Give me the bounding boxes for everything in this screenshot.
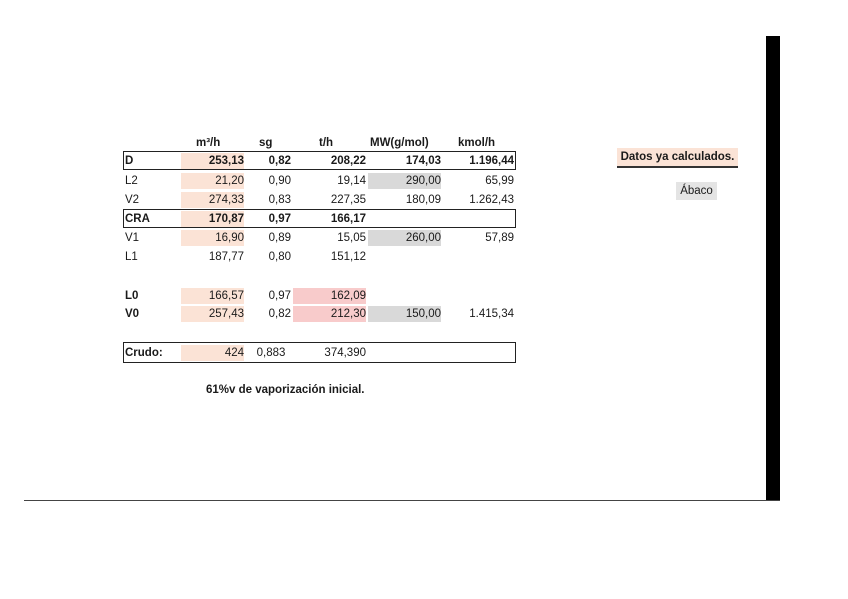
- cell-kmolh: 57,89: [485, 232, 514, 244]
- cell-sg: 0,82: [268, 155, 291, 167]
- cell-m3h: 424: [181, 345, 244, 361]
- row-label: D: [125, 155, 134, 167]
- row-label: L2: [125, 175, 138, 187]
- row-label: CRA: [125, 213, 150, 225]
- cell-m3h: 21,20: [181, 173, 244, 189]
- header-th: t/h: [319, 137, 334, 149]
- cell-mw: 180,09: [405, 194, 441, 206]
- cell-m3h: 170,87: [181, 211, 244, 227]
- header-sg: sg: [259, 137, 273, 149]
- cell-mw: 260,00: [368, 230, 441, 246]
- row-label: V1: [125, 232, 140, 244]
- cell-m3h: 274,33: [181, 192, 244, 208]
- cell-th: 19,14: [337, 175, 366, 187]
- cell-m3h: 253,13: [181, 153, 244, 169]
- cell-m3h: 16,90: [181, 230, 244, 246]
- cell-th: 15,05: [337, 232, 366, 244]
- cell-m3h: 166,57: [181, 288, 244, 304]
- cell-sg: 0,89: [268, 232, 291, 244]
- cell-mw: 174,03: [405, 155, 441, 167]
- cell-th: 208,22: [330, 155, 366, 167]
- page-bottom-rule: [24, 500, 780, 501]
- legend-calculated: Datos ya calculados.: [617, 148, 738, 168]
- row-label: V2: [125, 194, 140, 206]
- cell-sg: 0,90: [268, 175, 291, 187]
- cell-kmolh: 1.262,43: [469, 194, 514, 206]
- cell-mw: 150,00: [368, 306, 441, 322]
- row-label: L0: [125, 290, 139, 302]
- row-label: Crudo:: [125, 347, 163, 359]
- cell-sg: 0,83: [268, 194, 291, 206]
- cell-kmolh: 1.196,44: [469, 155, 514, 167]
- cell-kmolh: 1.415,34: [469, 308, 514, 320]
- cell-kmolh: 65,99: [485, 175, 514, 187]
- cell-m3h: 257,43: [181, 306, 244, 322]
- cell-th: 162,09: [293, 288, 366, 304]
- page-edge-bar: [766, 36, 780, 501]
- row-label: L1: [125, 251, 138, 263]
- header-m3h: m³/h: [196, 137, 221, 149]
- cell-th: 151,12: [330, 251, 366, 263]
- cell-th: 166,17: [330, 213, 366, 225]
- cell-th: 212,30: [293, 306, 366, 322]
- header-kmolh: kmol/h: [458, 137, 496, 149]
- cell-sg: 0,97: [268, 290, 291, 302]
- row-label: V0: [125, 308, 140, 320]
- cell-m3h: 187,77: [208, 251, 244, 263]
- cell-sg: 0,97: [268, 213, 291, 225]
- cell-sg: 0,82: [268, 308, 291, 320]
- header-mw: MW(g/mol): [370, 137, 429, 149]
- vaporization-note: 61%v de vaporización inicial.: [206, 384, 365, 396]
- cell-mw: 290,00: [368, 173, 441, 189]
- cell-sg: 0,80: [268, 251, 291, 263]
- cell-th: 374,390: [324, 347, 366, 359]
- cell-sg: 0,883: [256, 347, 286, 359]
- legend-abacus: Ábaco: [676, 182, 717, 200]
- cell-th: 227,35: [330, 194, 366, 206]
